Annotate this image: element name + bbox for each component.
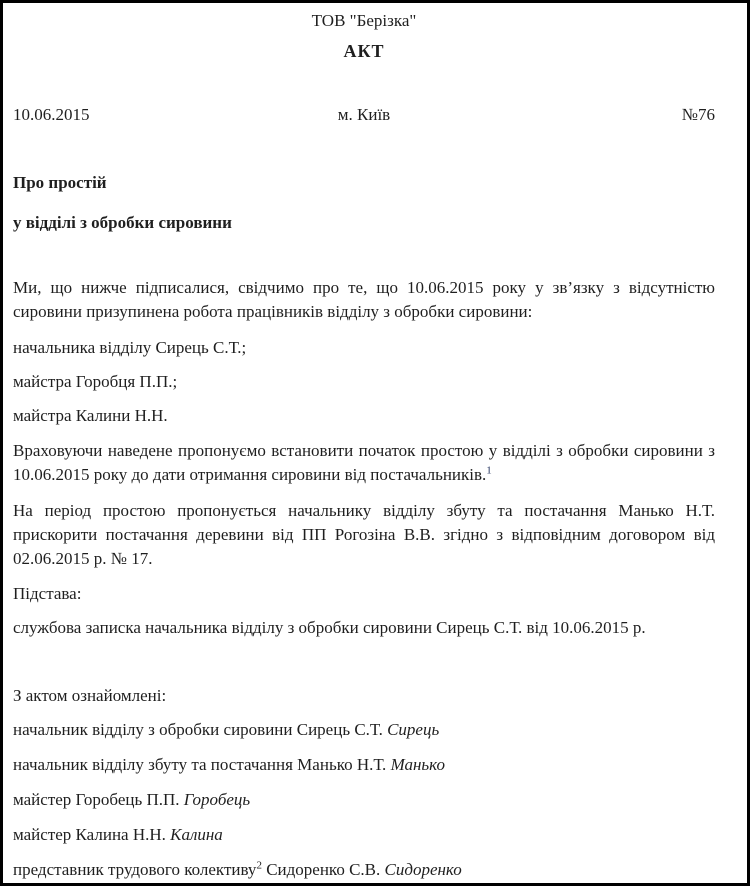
acquainted-label: З актом ознайомлені:	[13, 686, 167, 705]
proposal-paragraph	[13, 439, 715, 487]
doc-place: м. Київ	[337, 105, 391, 124]
signature-role: майстер Горобець П.П.	[13, 790, 184, 809]
subject-line-1: Про простій	[13, 173, 107, 192]
signature-role: начальник відділу з обробки сировини Сирець С.Т.	[13, 720, 388, 739]
signature-name-italic: Манько	[390, 755, 445, 774]
worker-list-item: майстра Калини Н.Н.	[13, 406, 168, 425]
worker-list-item: майстра Горобця П.П.;	[13, 372, 178, 391]
signature-role: начальник відділу збуту та постачання Манько Н.Т.	[13, 755, 391, 774]
doc-type-title: АКТ	[343, 41, 385, 61]
worker-list-item: начальника відділу Сирець С.Т.;	[13, 338, 247, 357]
signature-role: майстер Калина Н.Н.	[13, 825, 171, 844]
subject-line-2: у відділі з обробки сировини	[13, 213, 232, 232]
signature-name-italic: Сирець	[387, 720, 440, 739]
intro-paragraph: Ми, що нижче підписалися, свідчимо про те, що 10.06.2015 року у зв’язку з відсутністю сировини призупинена робота працівників відділу з обробки сировини:	[13, 278, 715, 321]
signature-line	[13, 858, 715, 882]
signature-name-italic: Горобець	[183, 790, 251, 809]
footnote-ref-2: 2	[256, 859, 262, 872]
period-paragraph: На період простою пропонується начальнику відділу збуту та постачання Манько Н.Т. прискорити постачання деревини від ПП Рогозіна В.В. згідно з відповідним договором від 02.06.2015 р. № 17.	[13, 501, 715, 568]
doc-date: 10.06.2015	[13, 105, 90, 124]
org-name: ТОВ "Берізка"	[311, 11, 417, 30]
basis-label: Підстава:	[13, 584, 82, 603]
basis-text: службова записка начальника відділу з обробки сировини Сирець С.Т. від 10.06.2015 р.	[13, 618, 646, 637]
signature-name-italic: Сидоренко	[384, 860, 462, 879]
signature-role-continued: Сидоренко С.В.	[261, 860, 385, 879]
signature-line	[13, 718, 715, 742]
meta-row	[13, 103, 715, 127]
signature-role: представник трудового колективу	[13, 860, 257, 879]
signature-line	[13, 753, 715, 777]
signature-name-italic: Калина	[170, 825, 223, 844]
signature-line	[13, 823, 715, 847]
doc-number: №76	[681, 105, 715, 124]
footnote-ref-1: 1	[486, 464, 492, 477]
signature-line	[13, 788, 715, 812]
proposal-text: Враховуючи наведене пропонуємо встановити початок простою у відділі з обробки сировини з 10.06.2015 року до дати отримання сировини від постачальників.	[13, 441, 715, 484]
